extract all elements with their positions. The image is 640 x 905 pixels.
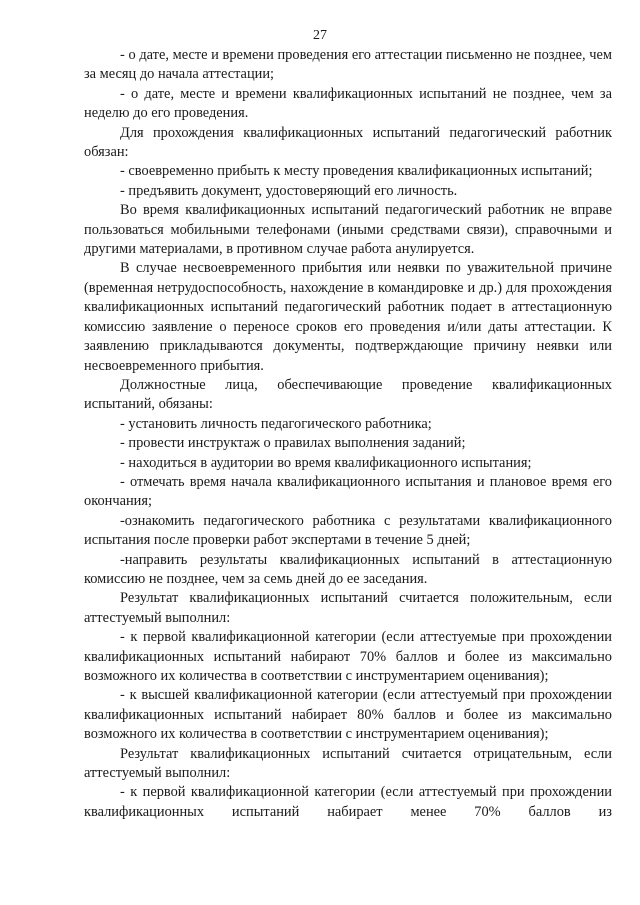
- paragraph: Должностные лица, обеспечивающие проведение квалификационных испытаний, обязаны:: [84, 376, 612, 413]
- paragraph: - к первой квалификационной категории (если аттестуемый при прохождении квалификационных испытаний набирает менее 70% баллов из: [84, 784, 612, 820]
- paragraph: - о дате, месте и времени квалификационных испытаний не позднее, чем за неделю до его проведения.: [84, 85, 612, 122]
- paragraph: - к высшей квалификационной категории (если аттестуемый при прохождении квалификационных испытаний набирает 80% баллов и более из максимально возможного их количества в соответствии с инструментарием оценивания);: [84, 687, 612, 743]
- paragraph: - к первой квалификационной категории (если аттестуемые при прохождении квалификационных испытаний набирают 70% баллов и более из максимально возможного их количества в соответствии с инструментарием оценивания);: [84, 629, 612, 684]
- paragraph: Во время квалификационных испытаний педагогический работник не вправе пользоваться мобильными телефонами (иными средствами связи), справочными и другими материалами, в противном случае работа анулируется.: [84, 202, 612, 258]
- paragraph: -ознакомить педагогического работника с результатами квалификационного испытания после проверки работ экспертами в течение 5 дней;: [84, 512, 612, 549]
- paragraph: - предъявить документ, удостоверяющий его личность.: [120, 182, 458, 199]
- paragraph: Результат квалификационных испытаний считается положительным, если аттестуемый выполнил:: [84, 590, 612, 626]
- page-number: 27: [313, 28, 327, 43]
- paragraph: - провести инструктаж о правилах выполнения заданий;: [120, 435, 466, 452]
- paragraph: - своевременно прибыть к месту проведения квалификационных испытаний;: [120, 163, 593, 180]
- paragraph: - отмечать время начала квалификационного испытания и плановое время его окончания;: [84, 473, 612, 510]
- paragraph: Для прохождения квалификационных испытаний педагогический работник обязан:: [84, 124, 612, 161]
- paragraph: - о дате, месте и времени проведения его аттестации письменно не позднее, чем за месяц до начала аттестации;: [84, 47, 612, 83]
- paragraph: -направить результаты квалификационных испытаний в аттестационную комиссию не позднее, чем за семь дней до ее заседания.: [84, 551, 612, 587]
- paragraph: - установить личность педагогического работника;: [120, 415, 432, 432]
- document-body: [84, 46, 612, 822]
- paragraph: В случае несвоевременного прибытия или неявки по уважительной причине (временная нетрудоспособность, нахождение в командировке и др.) для прохождения квалификационных испытаний педагогический работник подает в аттестационную комиссию заявление о переносе сроков его проведения и/или даты аттестации. К заявлению прикладываются документы, подтверждающие причину неявки или несвоевременного прибытия.: [84, 260, 612, 374]
- paragraph: - находиться в аудитории во время квалификационного испытания;: [120, 454, 532, 471]
- paragraph: Результат квалификационных испытаний считается отрицательным, если аттестуемый выполнил:: [84, 745, 612, 782]
